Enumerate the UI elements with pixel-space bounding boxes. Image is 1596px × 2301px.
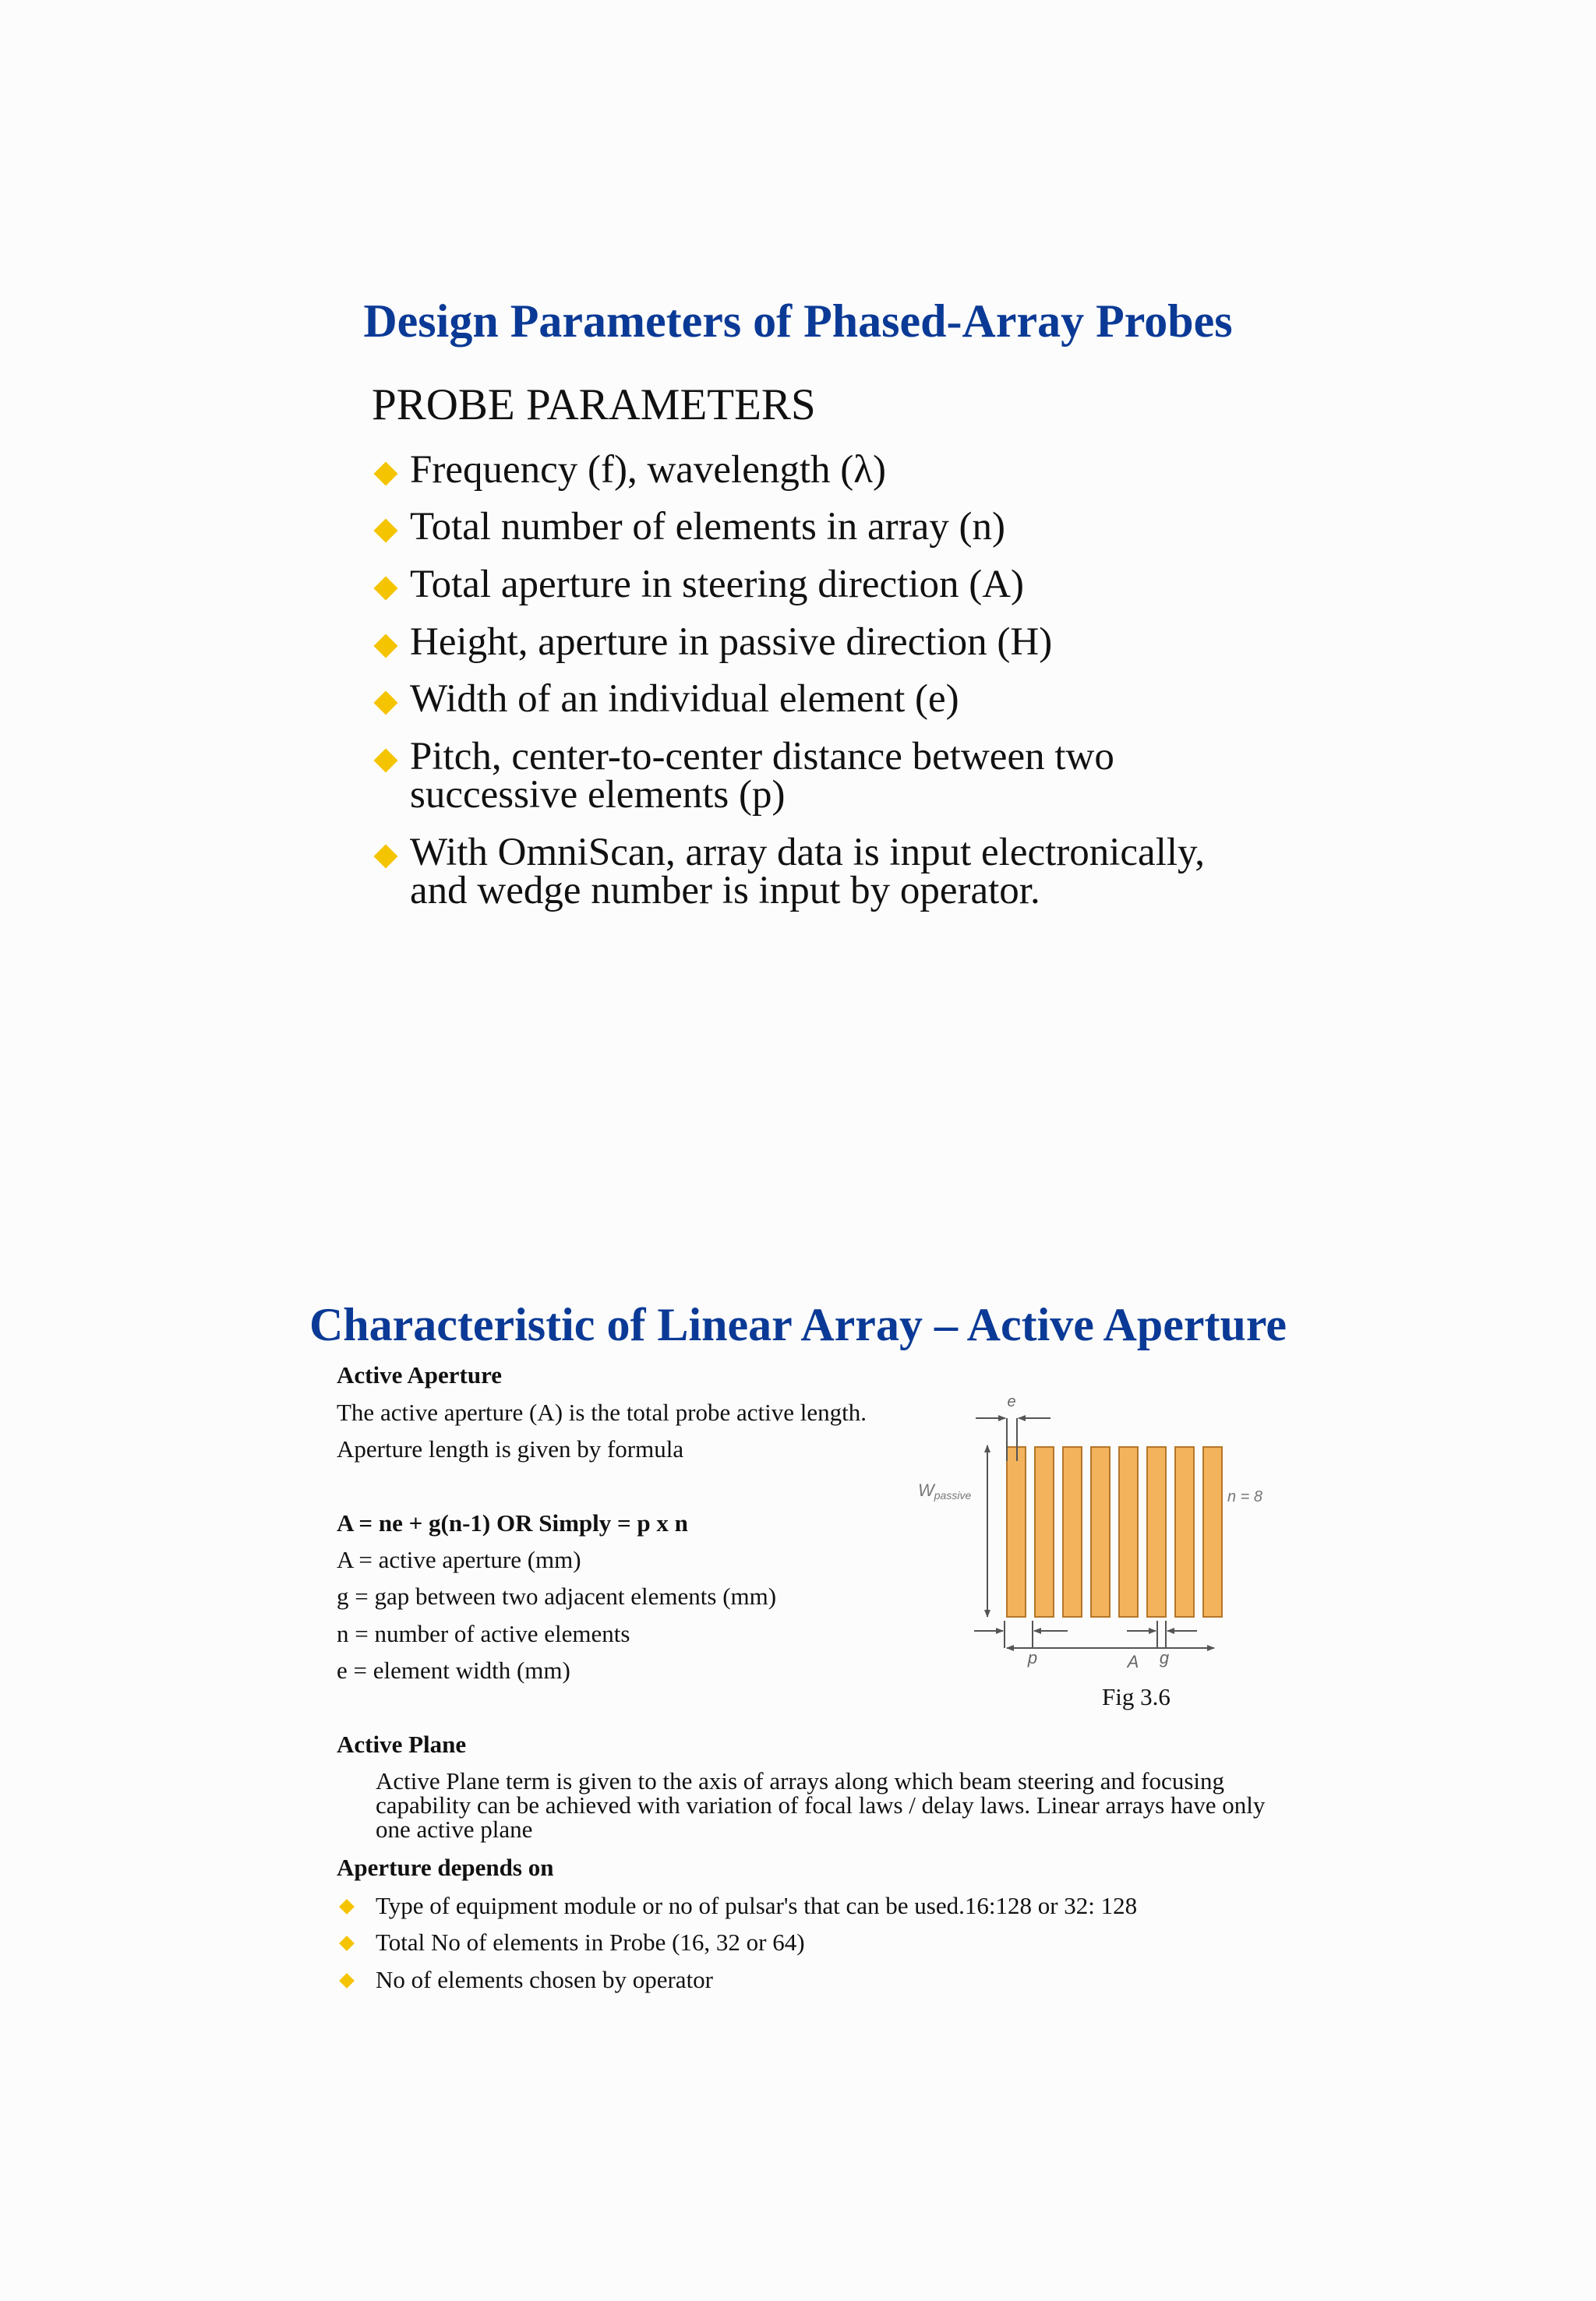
probe-parameters-heading: PROBE PARAMETERS [372, 380, 816, 429]
list-item: Type of equipment module or no of pulsar's that can be used.16:128 or 32: 128 [376, 1892, 1138, 1919]
e-label: e [1007, 1393, 1016, 1410]
bullet-diamond-icon [373, 633, 397, 658]
active-aperture-heading: Active Aperture [337, 1361, 503, 1389]
figure-caption: Fig 3.6 [1102, 1683, 1171, 1710]
array-elements [1007, 1447, 1222, 1617]
text-line: Aperture length is given by formula [337, 1435, 684, 1463]
definition-line: A = active aperture (mm) [337, 1546, 581, 1573]
active-plane-paragraph: Active Plane term is given to the axis of arrays along which beam steering and focusing capability can be achieved with variation of focal laws / delay laws. Linear arrays have only one active plane [376, 1767, 1266, 1843]
definition-line: n = number of active elements [337, 1620, 630, 1647]
bullet-diamond-icon [373, 690, 397, 715]
g-label: g [1159, 1648, 1170, 1668]
w-passive-label: Wpassive [918, 1480, 972, 1502]
bullet-diamond-icon [373, 844, 397, 868]
definition-line: e = element width (mm) [337, 1657, 570, 1684]
list-item: Frequency (f), wavelength (λ) [410, 448, 886, 492]
list-item: Total No of elements in Probe (16, 32 or 64) [376, 1929, 805, 1956]
list-item: Pitch, center-to-center distance between two successive elements (p) [410, 735, 1114, 817]
n-count-label: n = 8 [1227, 1488, 1263, 1505]
array-element [1203, 1447, 1222, 1617]
definition-line: g = gap between two adjacent elements (mm) [337, 1583, 777, 1610]
list-item: Width of an individual element (e) [410, 677, 959, 721]
list-item: Total number of elements in array (n) [410, 505, 1005, 549]
array-element [1007, 1447, 1026, 1617]
p-label: p [1027, 1648, 1038, 1668]
array-element [1063, 1447, 1082, 1617]
a-label: A [1127, 1652, 1139, 1671]
array-element [1119, 1447, 1138, 1617]
array-element [1175, 1447, 1194, 1617]
array-element [1091, 1447, 1110, 1617]
aperture-depends-heading: Aperture depends on [337, 1854, 554, 1881]
aperture-formula: A = ne + g(n-1) OR Simply = p x n [337, 1509, 688, 1537]
active-plane-heading: Active Plane [337, 1731, 467, 1758]
list-item: With OmniScan, array data is input electronically, and wedge number is input by operator. [410, 831, 1205, 912]
bullet-diamond-icon [339, 1936, 355, 1951]
array-element [1147, 1447, 1166, 1617]
text-line: The active aperture (A) is the total probe active length. [337, 1399, 867, 1426]
bullet-diamond-icon [373, 748, 397, 772]
bullet-diamond-icon [373, 576, 397, 600]
aperture-length-dimension [904, 1632, 1278, 1679]
slide2-title: Characteristic of Linear Array – Active Aperture [309, 1299, 1287, 1350]
bullet-diamond-icon [339, 1899, 355, 1915]
list-item: Height, aperture in passive direction (H) [410, 620, 1053, 664]
bullet-diamond-icon [339, 1973, 355, 1989]
array-element [1035, 1447, 1054, 1617]
list-item: No of elements chosen by operator [376, 1966, 714, 1993]
bullet-diamond-icon [373, 461, 397, 485]
list-item: Total aperture in steering direction (A) [410, 563, 1025, 606]
bullet-diamond-icon [373, 518, 397, 542]
slide1-title: Design Parameters of Phased-Array Probes [363, 295, 1233, 347]
